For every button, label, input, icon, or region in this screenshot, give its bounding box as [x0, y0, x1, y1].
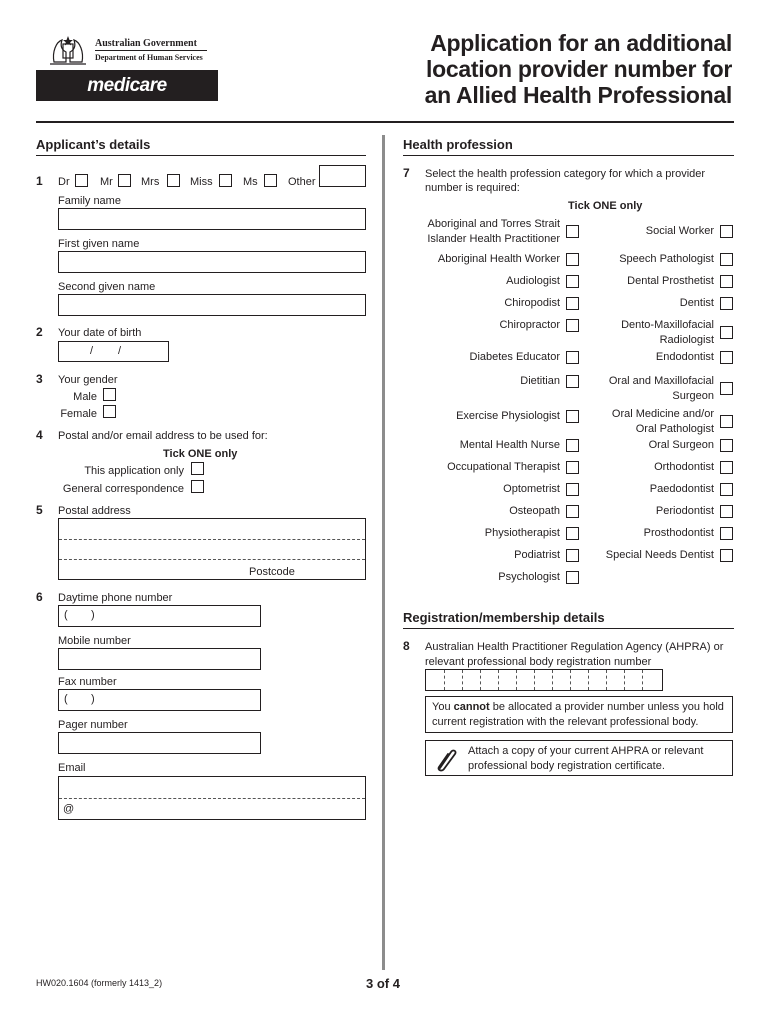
second-name-input[interactable]	[58, 294, 366, 316]
page-title: Application for an additional location provider number for an Allied Health Professional	[424, 30, 732, 108]
area-code-paren: )	[91, 693, 95, 705]
pager-label: Pager number	[58, 719, 128, 731]
daytime-phone-input[interactable]	[58, 605, 261, 627]
daytime-phone-label: Daytime phone number	[58, 592, 173, 604]
profession-label: Orthodontist	[654, 461, 714, 473]
title-dr-checkbox[interactable]	[75, 174, 88, 187]
profession-label: Oral and Maxillofacial Surgeon	[608, 375, 714, 402]
registration-number-input[interactable]	[425, 669, 663, 691]
general-correspondence-checkbox[interactable]	[191, 480, 204, 493]
profession-label: Aboriginal and Torres Strait Islander Health Practitioner	[427, 218, 560, 245]
dob-slash: /	[118, 345, 122, 357]
profession-checkbox[interactable]	[720, 225, 733, 238]
email-label: Email	[58, 762, 86, 774]
dob-slash: /	[90, 345, 94, 357]
second-name-label: Second given name	[58, 281, 156, 293]
profession-label: Special Needs Dentist	[605, 549, 714, 561]
profession-label: Mental Health Nurse	[459, 439, 560, 451]
question-number: 5	[36, 503, 43, 517]
profession-label: Psychologist	[498, 571, 560, 583]
profession-checkbox[interactable]	[720, 549, 733, 562]
question-number: 4	[36, 428, 43, 442]
dob-label: Your date of birth	[58, 327, 142, 339]
profession-label: Audiologist	[506, 275, 560, 287]
question-number: 2	[36, 325, 43, 339]
profession-checkbox[interactable]	[720, 253, 733, 266]
email-input[interactable]	[58, 776, 366, 820]
title-mr-checkbox[interactable]	[118, 174, 131, 187]
applicant-heading-rule	[36, 155, 366, 156]
header-rule	[36, 121, 734, 123]
gender-female-label: Female	[60, 408, 97, 420]
registration-heading: Registration/membership details	[403, 610, 605, 625]
profession-checkbox[interactable]	[720, 275, 733, 288]
address-line-divider	[59, 559, 365, 560]
profession-checkbox[interactable]	[720, 461, 733, 474]
profession-label: Social Worker	[645, 225, 714, 237]
profession-label: Chiropractor	[499, 319, 560, 331]
page-number: 3 of 4	[366, 976, 400, 991]
profession-label: Endodontist	[655, 351, 714, 363]
registration-notice: You cannot be allocated a provider number unless you hold current registration with the relevant professional body.	[425, 696, 733, 733]
logo-divider	[95, 50, 207, 51]
dob-input[interactable]	[58, 341, 169, 362]
profession-checkbox[interactable]	[720, 326, 733, 339]
gender-male-checkbox[interactable]	[103, 388, 116, 401]
profession-checkbox[interactable]	[720, 415, 733, 428]
title-other-input[interactable]	[319, 165, 366, 187]
form-code: HW020.1604 (formerly 1413_2)	[36, 978, 163, 988]
profession-label: Diabetes Educator	[469, 351, 560, 363]
address-line-divider	[59, 539, 365, 540]
first-name-label: First given name	[58, 238, 140, 250]
profession-label: Paedodontist	[649, 483, 714, 495]
postal-address-input[interactable]	[58, 518, 366, 580]
pager-input[interactable]	[58, 732, 261, 754]
profession-checkbox[interactable]	[720, 505, 733, 518]
profession-checkbox[interactable]	[720, 351, 733, 364]
this-application-label: This application only	[84, 465, 184, 477]
profession-label: Oral Medicine and/or Oral Pathologist	[611, 408, 714, 435]
question-number: 8	[403, 639, 410, 653]
q8-prompt-line1: Australian Health Practitioner Regulation Agency (AHPRA) or	[425, 641, 724, 653]
title-miss-label: Miss	[190, 176, 213, 188]
title-dr-label: Dr	[58, 176, 70, 188]
health-profession-heading: Health profession	[403, 137, 513, 152]
fax-input[interactable]	[58, 689, 261, 711]
email-line-divider	[59, 798, 365, 799]
profession-checkbox[interactable]	[720, 439, 733, 452]
question-number: 6	[36, 590, 43, 604]
mobile-input[interactable]	[58, 648, 261, 670]
profession-label: Dental Prosthetist	[627, 275, 714, 287]
profession-label: Dento-Maxillofacial Radiologist	[621, 319, 714, 346]
title-miss-checkbox[interactable]	[219, 174, 232, 187]
email-at-sign: @	[63, 803, 75, 815]
profession-label: Dentist	[679, 297, 714, 309]
question-number: 3	[36, 372, 43, 386]
applicant-heading: Applicant’s details	[36, 137, 151, 152]
paperclip-icon	[434, 746, 458, 772]
gender-female-checkbox[interactable]	[103, 405, 116, 418]
q7-prompt-line2: number is required:	[425, 182, 520, 194]
question-number: 1	[36, 174, 43, 188]
medicare-logo: medicare	[36, 70, 218, 101]
question-number: 7	[403, 166, 410, 180]
profession-checkbox[interactable]	[720, 297, 733, 310]
fax-label: Fax number	[58, 676, 117, 688]
government-name: Australian Government	[95, 38, 197, 49]
profession-label: Chiropodist	[504, 297, 560, 309]
profession-label: Optometrist	[503, 483, 560, 495]
profession-label: Prosthodontist	[643, 527, 714, 539]
registration-heading-rule	[403, 628, 734, 629]
this-application-checkbox[interactable]	[191, 462, 204, 475]
department-name: Department of Human Services	[95, 53, 203, 62]
title-mr-label: Mr	[100, 176, 113, 188]
profession-label: Dietitian	[520, 375, 560, 387]
mobile-label: Mobile number	[58, 635, 131, 647]
address-use-label: Postal and/or email address to be used for:	[58, 430, 268, 442]
area-code-paren: (	[64, 609, 68, 621]
profession-checkbox[interactable]	[720, 483, 733, 496]
postal-address-label: Postal address	[58, 505, 131, 517]
profession-label: Oral Surgeon	[648, 439, 714, 451]
profession-label: Osteopath	[509, 505, 560, 517]
health-heading-rule	[403, 155, 734, 156]
title-other-label: Other	[288, 176, 316, 188]
title-ms-label: Ms	[243, 176, 258, 188]
gender-male-label: Male	[73, 391, 97, 403]
postcode-label: Postcode	[249, 566, 295, 578]
area-code-paren: (	[64, 693, 68, 705]
title-mrs-label: Mrs	[141, 176, 160, 188]
profession-checkbox[interactable]	[720, 382, 733, 395]
gender-label: Your gender	[58, 374, 118, 386]
profession-label: Speech Pathologist	[619, 253, 714, 265]
profession-label: Physiotherapist	[484, 527, 560, 539]
q8-prompt-line2: relevant professional body registration number	[425, 656, 652, 668]
general-correspondence-label: General correspondence	[62, 483, 184, 495]
tick-one-note: Tick ONE only	[163, 448, 238, 460]
profession-label: Periodontist	[655, 505, 714, 517]
title-mrs-checkbox[interactable]	[167, 174, 180, 187]
profession-label: Podiatrist	[514, 549, 560, 561]
profession-checkbox[interactable]	[720, 527, 733, 540]
family-name-label: Family name	[58, 195, 121, 207]
family-name-input[interactable]	[58, 208, 366, 230]
coat-of-arms-icon	[46, 32, 90, 66]
profession-label: Exercise Physiologist	[456, 410, 560, 422]
profession-label: Aboriginal Health Worker	[437, 253, 560, 265]
area-code-paren: )	[91, 609, 95, 621]
profession-checkbox[interactable]	[566, 571, 579, 584]
attach-note: Attach a copy of your current AHPRA or relevant professional body registration certificate.	[425, 740, 733, 776]
tick-one-note: Tick ONE only	[568, 200, 643, 212]
profession-label: Occupational Therapist	[447, 461, 560, 473]
title-ms-checkbox[interactable]	[264, 174, 277, 187]
q7-prompt-line1: Select the health profession category for which a provider	[425, 168, 706, 180]
first-name-input[interactable]	[58, 251, 366, 273]
